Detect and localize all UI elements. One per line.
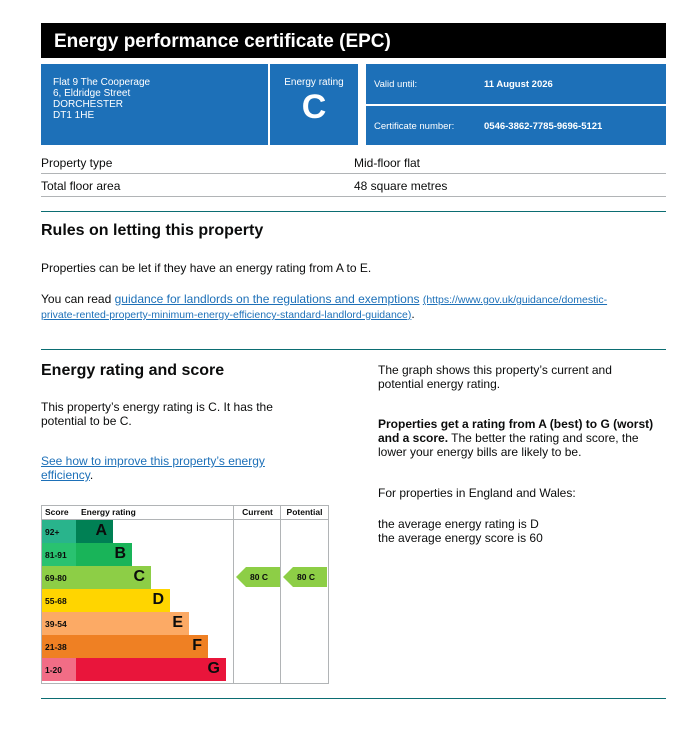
rating-explanation-line: lower your energy bills are likely to be. <box>378 445 582 459</box>
energy-rating-label: Energy rating <box>284 77 344 88</box>
address-line: Flat 9 The Cooperage <box>53 77 151 88</box>
section-divider <box>41 349 666 350</box>
band-score-range: 81-91 <box>42 543 76 566</box>
section-divider <box>41 698 666 699</box>
band-score-range: 1-20 <box>42 658 76 681</box>
band-score-range: 39-54 <box>42 612 76 635</box>
address-line: DT1 1HE <box>53 110 95 121</box>
band-score-range: 55-68 <box>42 589 76 612</box>
rating-band-c <box>42 566 232 589</box>
landlord-guidance-link[interactable]: guidance for landlords on the regulations and exemptions <box>114 292 420 306</box>
property-type-label: Property type <box>41 156 113 170</box>
score-column-header: Score <box>45 507 69 517</box>
average-rating-line: the average energy rating is D <box>378 517 539 531</box>
letting-heading: Rules on letting this property <box>41 222 264 239</box>
graph-text-line: potential energy rating. <box>378 377 501 391</box>
energy-rating-chart <box>41 505 329 684</box>
property-type-row <box>41 151 666 174</box>
band-bar <box>76 612 189 635</box>
band-letter: E <box>172 614 183 631</box>
rating-band-b <box>42 543 232 566</box>
potential-rating-arrow <box>283 567 327 587</box>
address-line: DORCHESTER <box>53 99 124 110</box>
improve-suffix: . <box>89 468 94 482</box>
guidance-suffix: . <box>411 307 415 321</box>
improve-efficiency-link-2[interactable]: efficiency <box>41 468 90 482</box>
rating-band-a <box>42 520 232 543</box>
landlord-guidance-url-link-2[interactable]: private-rented-property-minimum-energy-efficiency-standard-landlord-guidance) <box>41 309 412 321</box>
rating-band-e <box>42 612 232 635</box>
improve-efficiency-link[interactable]: See how to improve this property’s energy <box>41 454 265 468</box>
band-letter: G <box>207 660 220 677</box>
band-bar <box>76 658 226 681</box>
column-divider <box>280 506 281 683</box>
band-letter: B <box>114 545 126 562</box>
floor-area-value: 48 square metres <box>354 179 448 193</box>
rating-band-g <box>42 658 232 681</box>
band-bar <box>76 589 170 612</box>
rating-explanation-paragraph <box>378 417 653 459</box>
graph-explanation-paragraph <box>378 363 612 391</box>
current-column-header: Current <box>242 507 273 517</box>
current-rating-arrow <box>236 567 280 587</box>
page-title: Energy performance certificate (EPC) <box>41 23 666 58</box>
energy-rating-text-line: This property’s energy rating is C. It has the <box>41 400 273 414</box>
rating-explanation-bold: Properties get a rating from A (best) to G (worst) <box>378 417 654 431</box>
guidance-prefix: You can read <box>41 292 115 306</box>
valid-until-value: 11 August 2026 <box>484 79 553 90</box>
certificate-number-value: 0546-3862-7785-9696-5121 <box>484 121 603 132</box>
rating-band-f <box>42 635 232 658</box>
energy-rating-box <box>270 64 358 145</box>
rating-explanation-rest: The better the rating and score, the <box>448 431 639 445</box>
rating-explanation-bold-2: and a score. <box>378 431 449 445</box>
potential-column-header: Potential <box>286 507 323 517</box>
band-bar <box>76 635 208 658</box>
address-block <box>41 64 268 145</box>
band-score-range: 92+ <box>42 520 76 543</box>
letting-guidance-paragraph <box>41 292 666 322</box>
improve-efficiency-paragraph <box>41 454 265 482</box>
letting-paragraph: Properties can be let if they have an energy rating from A to E. <box>41 261 372 275</box>
valid-until-row <box>366 64 666 104</box>
column-divider <box>233 506 234 683</box>
band-letter: C <box>133 568 145 585</box>
potential-rating-arrow-label: 80 C <box>297 572 315 582</box>
band-bar <box>76 543 132 566</box>
rating-column-header: Energy rating <box>81 507 136 517</box>
graph-text-line: The graph shows this property’s current and <box>378 363 612 377</box>
energy-heading: Energy rating and score <box>41 362 225 379</box>
floor-area-label: Total floor area <box>41 179 121 193</box>
band-score-range: 69-80 <box>42 566 76 589</box>
floor-area-row <box>41 174 666 197</box>
energy-rating-value: C <box>301 88 327 126</box>
band-bar <box>76 566 151 589</box>
landlord-guidance-url-link[interactable]: (https://www.gov.uk/guidance/domestic- <box>422 294 608 306</box>
property-type-value: Mid-floor flat <box>354 156 421 170</box>
band-bar <box>76 520 113 543</box>
certificate-number-row <box>366 106 666 145</box>
band-score-range: 21-38 <box>42 635 76 658</box>
certificate-number-label: Certificate number: <box>374 121 455 132</box>
energy-rating-paragraph <box>41 400 273 428</box>
band-letter: F <box>192 637 202 654</box>
address-line: 6, Eldridge Street <box>53 88 131 99</box>
current-rating-arrow-label: 80 C <box>250 572 268 582</box>
section-divider <box>41 211 666 212</box>
england-wales-paragraph: For properties in England and Wales: <box>378 486 576 500</box>
energy-rating-text-line: potential to be C. <box>41 414 132 428</box>
valid-until-label: Valid until: <box>374 79 418 90</box>
average-paragraph <box>378 517 543 545</box>
band-letter: A <box>95 522 107 539</box>
rating-band-d <box>42 589 232 612</box>
band-letter: D <box>152 591 164 608</box>
average-score-line: the average energy score is 60 <box>378 531 543 545</box>
